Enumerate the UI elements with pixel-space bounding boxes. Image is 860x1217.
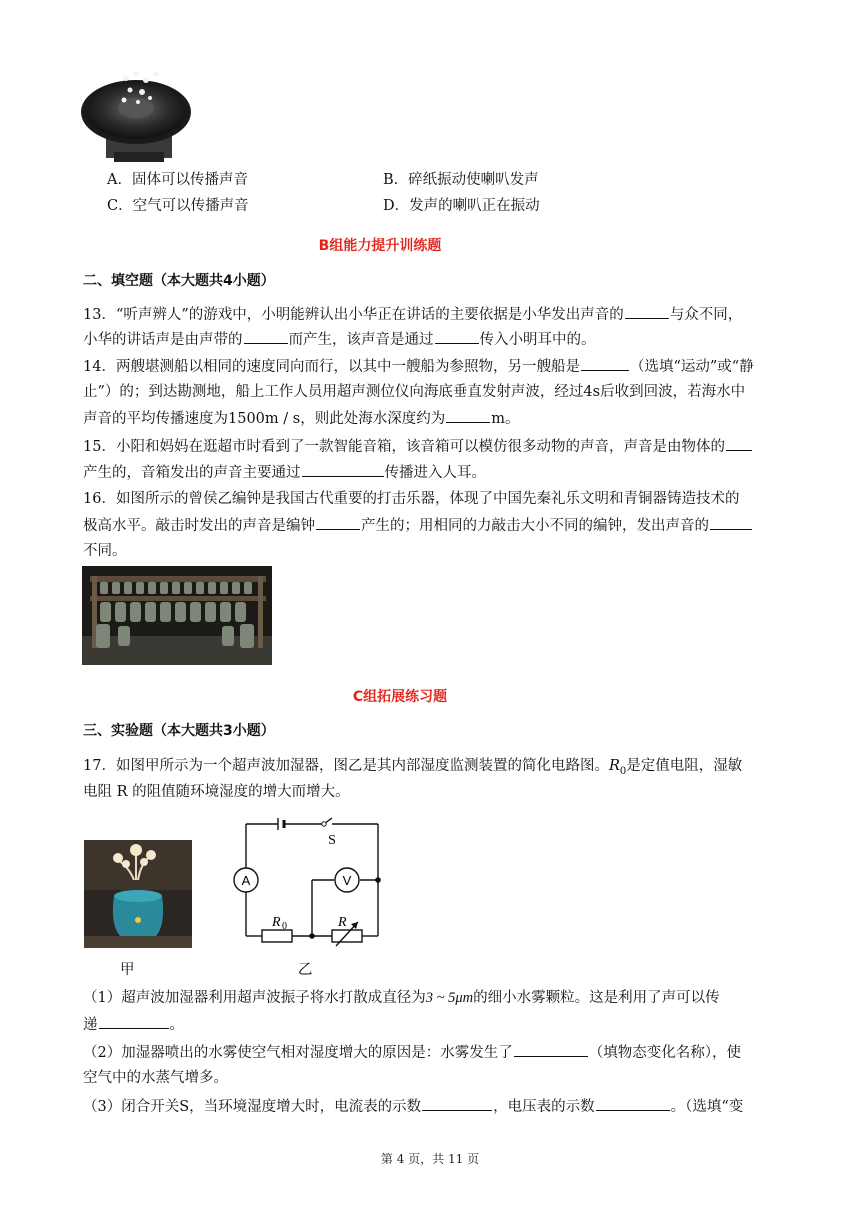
q14-line-3: 声音的平均传播速度为1500m / s，则此处海水深度约为 m。: [83, 406, 519, 431]
q16-line-2: 极高水平。敲击时发出的声音是编钟 产生的；用相同的力敲击大小不同的编钟，发出声音的: [83, 513, 753, 538]
q14-line-2: 止”）的；到达勘测地，船上工作人员用超声测位仪向海底垂直发射声波，经过4s后收到回波，若海水中: [83, 384, 746, 400]
figure-label-jia: 甲: [120, 962, 135, 978]
blank: [99, 1012, 169, 1029]
voltmeter-label: V: [342, 873, 352, 888]
blank: [710, 513, 752, 530]
section-3-heading: 三、实验题（本大题共3小题）: [83, 723, 275, 739]
blank: [596, 1094, 670, 1111]
blank: [435, 327, 479, 344]
blank: [316, 513, 360, 530]
r-label: R: [338, 915, 347, 930]
section-b-title: B组能力提升训练题: [318, 238, 442, 254]
sub1-line-1: （1）超声波加湿器利用超声波振子将水打散成直径为3 ~ 5μm的细小水雾颗粒。这是利用了声可以传: [83, 990, 720, 1006]
humidifier-image: [84, 840, 192, 948]
q15-line-2: 产生的，音箱发出的声音主要通过 传播进入人耳。: [83, 460, 486, 485]
blank: [302, 460, 384, 477]
q13-line-1: 13．“听声辨人”的游戏中，小明能辨认出小华正在讲话的主要依据是小华发出声音的 与众不同，: [83, 302, 742, 327]
switch-label: S: [328, 833, 336, 848]
option-b: B．碎纸振动使喇叭发声: [383, 172, 539, 188]
option-d: D．发声的喇叭正在振动: [383, 198, 540, 214]
blank: [581, 354, 629, 371]
q17-line-2: 电阻 R 的阻值随环境湿度的增大而增大。: [83, 784, 350, 800]
blank: [422, 1094, 492, 1111]
ammeter-label: A: [241, 873, 251, 888]
blank: [726, 434, 752, 451]
section-2-heading: 二、填空题（本大题共4小题）: [83, 273, 275, 289]
section-c-title: C组拓展练习题: [352, 689, 448, 705]
q14-line-1: 14．两艘堪测船以相同的速度同向而行，以其中一艘船为参照物，另一艘船是 （选填“运动”或“静: [83, 354, 754, 379]
blank: [244, 327, 288, 344]
circuit-diagram: [232, 816, 392, 950]
sub2-line-1: （2）加湿器喷出的水雾使空气相对湿度增大的原因是：水雾发生了 （填物态变化名称），使: [83, 1040, 741, 1065]
q16-line-3: 不同。: [83, 543, 127, 559]
speaker-image: [80, 68, 192, 166]
bianzhong-image: [82, 566, 272, 665]
option-a: A．固体可以传播声音: [107, 172, 248, 188]
figure-label-yi: 乙: [298, 962, 313, 978]
sub2-line-2: 空气中的水蒸气增多。: [83, 1070, 228, 1086]
page-footer: 第 4 页，共 11 页: [380, 1152, 480, 1166]
r0-label: R: [272, 915, 281, 930]
q15-line-1: 15．小阳和妈妈在逛超市时看到了一款智能音箱，该音箱可以模仿很多动物的声音，声音是由物体的: [83, 434, 753, 459]
blank: [446, 406, 490, 423]
blank: [625, 302, 669, 319]
q13-line-2: 小华的讲话声是由声带的 而产生，该声音是通过 传入小明耳中的。: [83, 327, 596, 352]
sub1-line-2: 递 。: [83, 1012, 184, 1037]
option-c: C．空气可以传播声音: [107, 198, 249, 214]
blank: [514, 1040, 588, 1057]
sub3-line-1: （3）闭合开关S，当环境湿度增大时，电流表的示数 ，电压表的示数 。（选填“变: [83, 1094, 743, 1119]
q16-line-1: 16．如图所示的曾侯乙编钟是我国古代重要的打击乐器，体现了中国先秦礼乐文明和青铜器铸造技术的: [83, 491, 740, 507]
q17-line-1: 17．如图甲所示为一个超声波加湿器，图乙是其内部湿度监测装置的简化电路图。$R_0$是定值电阻，湿敏: [83, 758, 743, 777]
r0-subscript: 0: [282, 921, 287, 932]
